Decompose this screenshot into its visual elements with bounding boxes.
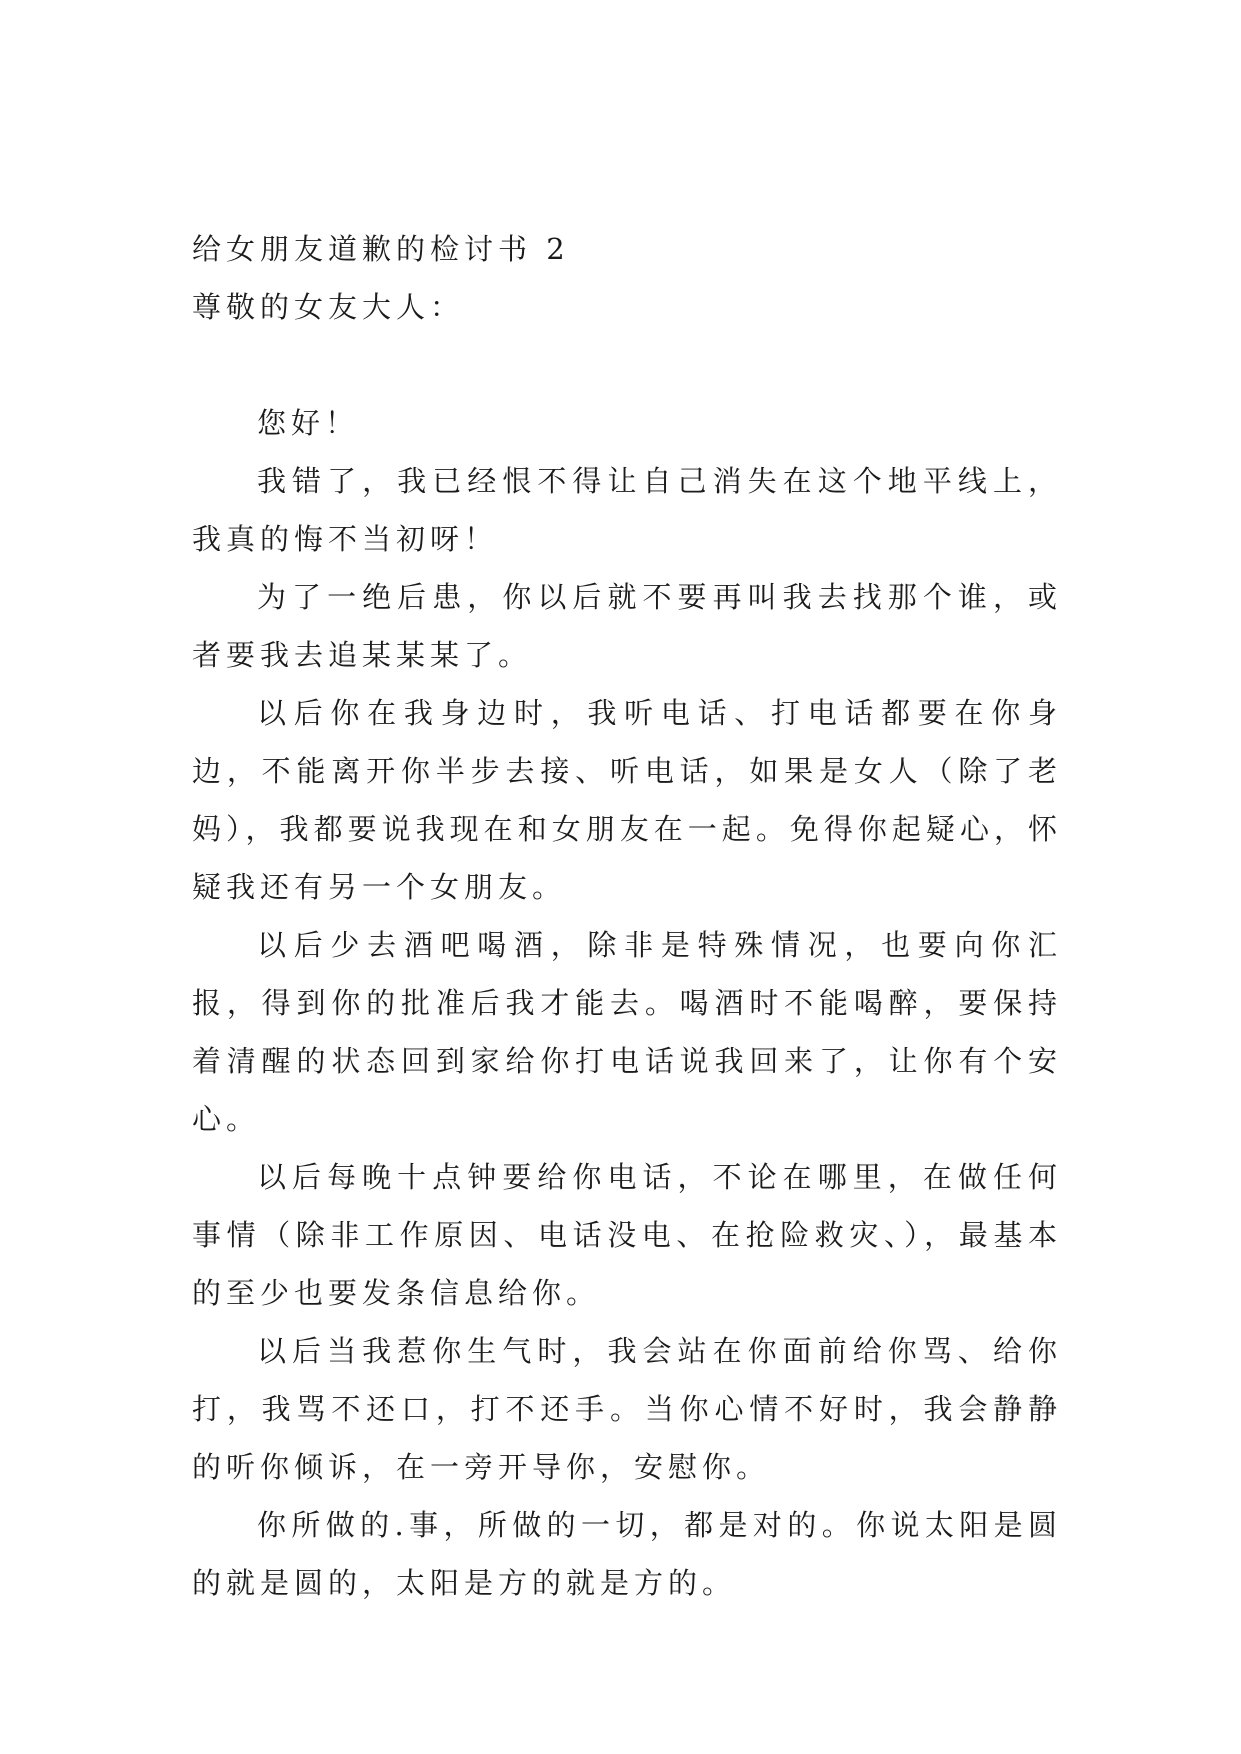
- salutation: 尊敬的女友大人：: [192, 290, 465, 324]
- document-body: [192, 220, 1062, 1612]
- paragraph-promise-5: 以后当我惹你生气时，我会站在你面前给你骂、给你打，我骂不还口，打不还手。当你心情不好时，我会静静的听你倾诉，在一旁开导你，安慰你。: [192, 1334, 1062, 1484]
- document-title: 给女朋友道歉的检讨书 2: [192, 232, 570, 266]
- paragraph-promise-6: 你所做的.事，所做的一切，都是对的。你说太阳是圆的就是圆的，太阳是方的就是方的。: [192, 1508, 1062, 1600]
- paragraph-greeting: 您好！: [257, 406, 360, 440]
- blank-line: [192, 336, 1062, 394]
- paragraph-promise-2: 以后你在我身边时，我听电话、打电话都要在你身边，不能离开你半步去接、听电话，如果是女人（除了老妈），我都要说我现在和女朋友在一起。免得你起疑心，怀疑我还有另一个女朋友。: [192, 696, 1062, 904]
- paragraph-apology: 我错了，我已经恨不得让自己消失在这个地平线上，我真的悔不当初呀！: [192, 464, 1062, 556]
- paragraph-promise-1: 为了一绝后患，你以后就不要再叫我去找那个谁，或者要我去追某某某了。: [192, 580, 1062, 672]
- paragraph-promise-3: 以后少去酒吧喝酒，除非是特殊情况，也要向你汇报，得到你的批准后我才能去。喝酒时不能喝醉，要保持着清醒的状态回到家给你打电话说我回来了，让你有个安心。: [192, 928, 1062, 1136]
- paragraph-promise-4: 以后每晚十点钟要给你电话，不论在哪里，在做任何事情（除非工作原因、电话没电、在抢险救灾、），最基本的至少也要发条信息给你。: [192, 1160, 1062, 1310]
